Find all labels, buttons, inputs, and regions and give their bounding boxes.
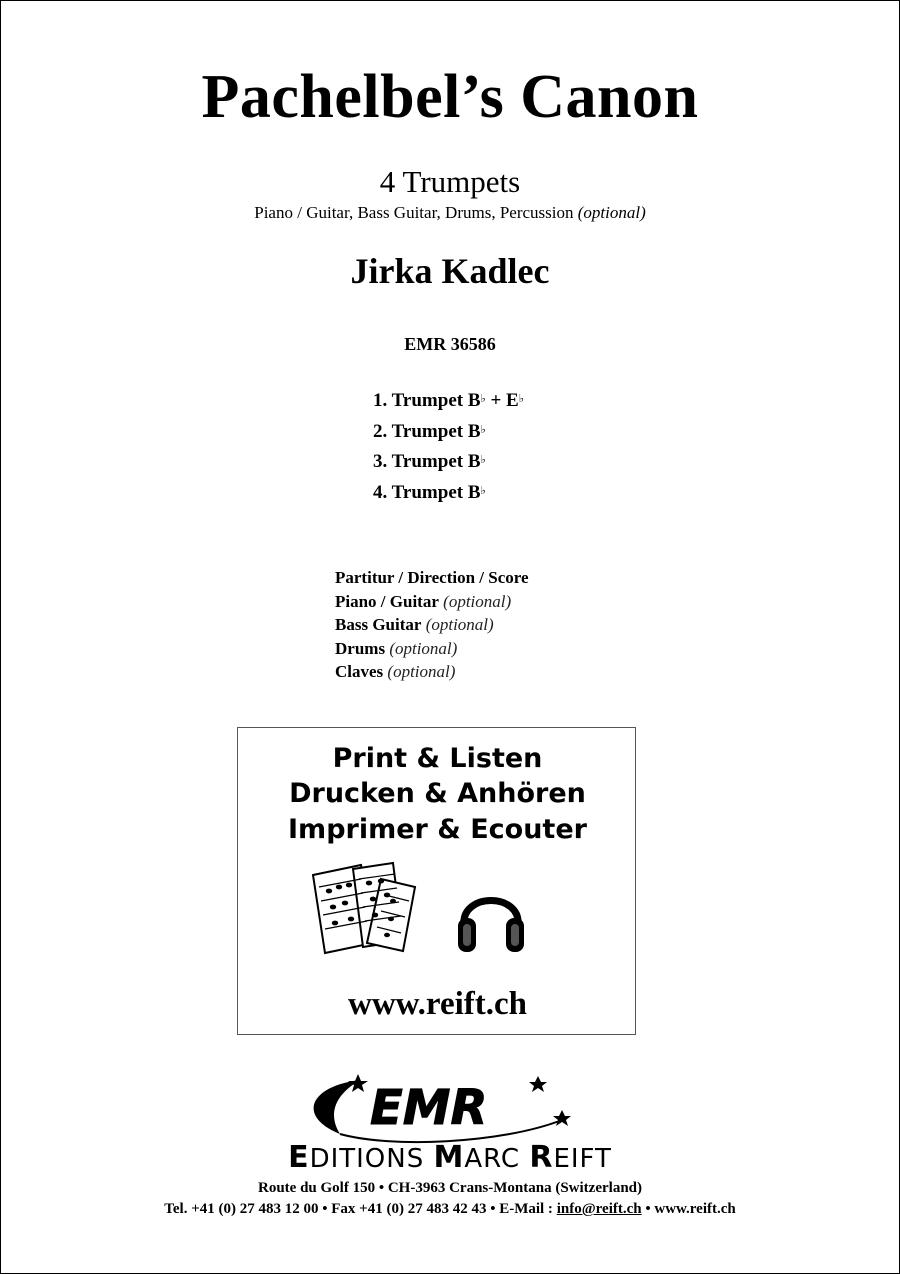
svg-text:EMR: EMR xyxy=(370,1080,488,1136)
flat-sign: ♭ xyxy=(480,454,486,466)
publisher-name: EDITIONS MARC REIFT xyxy=(288,1140,612,1175)
composer-name: Jirka Kadlec xyxy=(350,251,550,291)
promo-line-english: Print & Listen xyxy=(332,743,543,774)
contents-item: Bass Guitar (optional) xyxy=(335,615,494,634)
catalog-number: EMR 36586 xyxy=(404,334,496,354)
flat-sign: ♭ xyxy=(480,423,486,436)
contents-list xyxy=(335,566,529,684)
promo-line-french: Imprimer & Ecouter xyxy=(288,814,587,845)
part-item: 1. Trumpet B♭ + E♭ xyxy=(373,390,524,411)
email-link[interactable]: info@reift.ch xyxy=(556,1201,642,1217)
flat-sign: ♭ xyxy=(480,393,486,405)
instrumentation xyxy=(0,203,900,223)
page-title: Pachelbel’s Canon xyxy=(201,63,699,131)
subtitle: 4 Trumpets xyxy=(379,164,521,199)
part-item: 3. Trumpet B♭ xyxy=(373,451,486,472)
sheet-music-icon xyxy=(311,861,441,956)
headphones-icon xyxy=(456,878,526,956)
instrumentation-optional: (optional) xyxy=(577,203,646,222)
print-listen-box xyxy=(237,727,636,1035)
instrumentation-main: Piano / Guitar, Bass Guitar, Drums, Percussion xyxy=(254,203,574,222)
emr-logo xyxy=(300,1072,590,1147)
part-item: 2. Trumpet B♭ xyxy=(373,420,486,442)
parts-list xyxy=(373,386,524,508)
flat-sign: ♭ xyxy=(518,393,524,405)
flat-sign: ♭ xyxy=(480,484,486,497)
publisher-address: Route du Golf 150 • CH-3963 Crans-Montana (Switzerland) xyxy=(258,1180,642,1196)
part-item: 4. Trumpet B♭ xyxy=(373,481,486,503)
contents-item: Partitur / Direction / Score xyxy=(335,568,529,587)
contents-item: Claves (optional) xyxy=(335,662,456,681)
contents-item: Drums (optional) xyxy=(335,638,458,658)
contents-item: Piano / Guitar (optional) xyxy=(335,591,512,611)
promo-line-german: Drucken & Anhören xyxy=(289,778,586,809)
promo-website: www.reift.ch xyxy=(347,986,528,1022)
publisher-contact: Tel. +41 (0) 27 483 12 00 • Fax +41 (0) 27 483 42 43 • E-Mail : info@reift.ch • www.reift.ch xyxy=(164,1201,736,1217)
